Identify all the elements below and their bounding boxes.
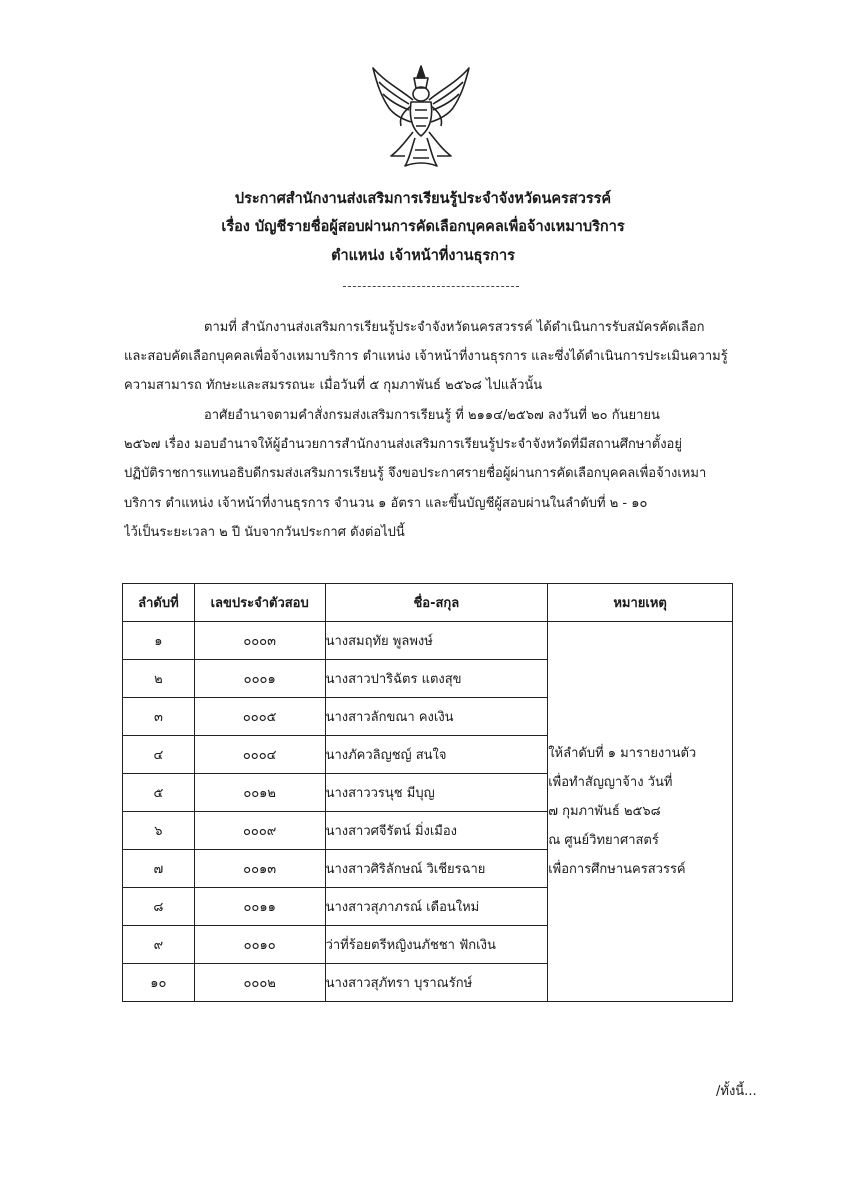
paragraph1-line: ตามที่ สำนักงานส่งเสริมการเรียนรู้ประจำจังหวัดนครสวรรค์ ได้ดำเนินการรับสมัครคัดเลือก bbox=[204, 320, 705, 335]
continuation-note: /ทั้งนี้... bbox=[716, 1084, 757, 1099]
remark-line: ๗ กุมภาพันธ์ ๒๕๖๘ bbox=[548, 804, 661, 819]
row-exam-id: ๐๐๐๒ bbox=[194, 964, 325, 1002]
row-full-name: นางสาวศิริลักษณ์ วิเชียรฉาย bbox=[325, 850, 548, 888]
row-full-name: นางสาววรนุช มีบุญ bbox=[325, 774, 548, 812]
announcement-subject: เรื่อง บัญชีรายชื่อผู้สอบผ่านการคัดเลือกบุคคลเพื่อจ้างเหมาบริการ bbox=[221, 219, 625, 235]
row-exam-id: ๐๐๐๑ bbox=[194, 660, 325, 698]
row-exam-id: ๐๐๐๔ bbox=[194, 736, 325, 774]
row-order: ๑ bbox=[123, 622, 195, 660]
paragraph2-line: ไว้เป็นระยะเวลา ๒ ปี นับจากวันประกาศ ดังต่อไปนี้ bbox=[124, 525, 405, 540]
row-order: ๘ bbox=[123, 888, 195, 926]
remark-line: ให้ลำดับที่ ๑ มารายงานตัว bbox=[548, 746, 697, 761]
header-remark: หมายเหตุ bbox=[548, 584, 733, 622]
row-order: ๖ bbox=[123, 812, 195, 850]
row-full-name: นางสาวสุภาภรณ์ เดือนใหม่ bbox=[325, 888, 548, 926]
row-order: ๑๐ bbox=[123, 964, 195, 1002]
paragraph2-line: ปฏิบัติราชการแทนอธิบดีกรมส่งเสริมการเรียนรู้ จึงขอประกาศรายชื่อผู้ผ่านการคัดเลือกบุคคลเพื่อจ้างเหมา bbox=[124, 466, 707, 481]
row-full-name: นางสาวปาริฉัตร แตงสุข bbox=[325, 660, 548, 698]
row-full-name: นางสาวลักขณา คงเงิน bbox=[325, 698, 548, 736]
row-full-name: นางสาวศจีรัตน์ มิ่งเมือง bbox=[325, 812, 548, 850]
paragraph1-line: ความสามารถ ทักษะและสมรรถนะ เมื่อวันที่ ๕ กุมภาพันธ์ ๒๕๖๘ ไปแล้วนั้น bbox=[124, 378, 543, 393]
row-order: ๓ bbox=[123, 698, 195, 736]
remark-line: เพื่อการศึกษานครสวรรค์ bbox=[548, 862, 686, 877]
row-exam-id: ๐๐๑๓ bbox=[194, 850, 325, 888]
row-full-name: นางภัควลิญชญ์ สนใจ bbox=[325, 736, 548, 774]
table-header-row bbox=[123, 584, 733, 622]
row-exam-id: ๐๐๐๙ bbox=[194, 812, 325, 850]
table-row bbox=[123, 622, 733, 660]
title-separator bbox=[343, 286, 519, 287]
row-order: ๕ bbox=[123, 774, 195, 812]
row-exam-id: ๐๐๑๒ bbox=[194, 774, 325, 812]
remark-cell bbox=[548, 622, 733, 1002]
garuda-emblem-icon bbox=[365, 60, 477, 172]
row-order: ๙ bbox=[123, 926, 195, 964]
row-order: ๗ bbox=[123, 850, 195, 888]
row-exam-id: ๐๐๐๓ bbox=[194, 622, 325, 660]
paragraph1-line: และสอบคัดเลือกบุคคลเพื่อจ้างเหมาบริการ ตำแหน่ง เจ้าหน้าที่งานธุรการ และซึ่งได้ดำเนินการประเมินความรู้ bbox=[124, 349, 728, 364]
row-exam-id: ๐๐๑๑ bbox=[194, 888, 325, 926]
row-exam-id: ๐๐๐๕ bbox=[194, 698, 325, 736]
row-full-name: นางสาวสุภัทรา บุราณรักษ์ bbox=[325, 964, 548, 1002]
header-exam-id: เลขประจำตัวสอบ bbox=[194, 584, 325, 622]
row-exam-id: ๐๐๑๐ bbox=[194, 926, 325, 964]
results-table bbox=[122, 583, 733, 1002]
row-order: ๒ bbox=[123, 660, 195, 698]
paragraph2-line: อาศัยอำนาจตามคำสั่งกรมส่งเสริมการเรียนรู้ ที่ ๒๑๑๔/๒๕๖๗ ลงวันที่ ๒๐ กันยายน bbox=[204, 408, 660, 423]
row-order: ๔ bbox=[123, 736, 195, 774]
header-order: ลำดับที่ bbox=[123, 584, 195, 622]
announcement-title: ประกาศสำนักงานส่งเสริมการเรียนรู้ประจำจังหวัดนครสวรรค์ bbox=[234, 191, 612, 207]
row-full-name: ว่าที่ร้อยตรีหญิงนภัชชา ฟักเงิน bbox=[325, 926, 548, 964]
row-full-name: นางสมฤทัย พูลพงษ์ bbox=[325, 622, 548, 660]
paragraph2-line: ๒๕๖๗ เรื่อง มอบอำนาจให้ผู้อำนวยการสำนักงานส่งเสริมการเรียนรู้ประจำจังหวัดที่มีสถานศึกษาตั้งอยู่ bbox=[124, 437, 682, 452]
header-full-name: ชื่อ-สกุล bbox=[325, 584, 548, 622]
remark-line: ณ ศูนย์วิทยาศาสตร์ bbox=[548, 833, 659, 848]
paragraph2-line: บริการ ตำแหน่ง เจ้าหน้าที่งานธุรการ จำนวน ๑ อัตรา และขึ้นบัญชีผู้สอบผ่านในลำดับที่ ๒ - ๑๐ bbox=[124, 496, 648, 511]
announcement-position: ตำแหน่ง เจ้าหน้าที่งานธุรการ bbox=[331, 248, 515, 264]
remark-line: เพื่อทำสัญญาจ้าง วันที่ bbox=[548, 775, 673, 790]
